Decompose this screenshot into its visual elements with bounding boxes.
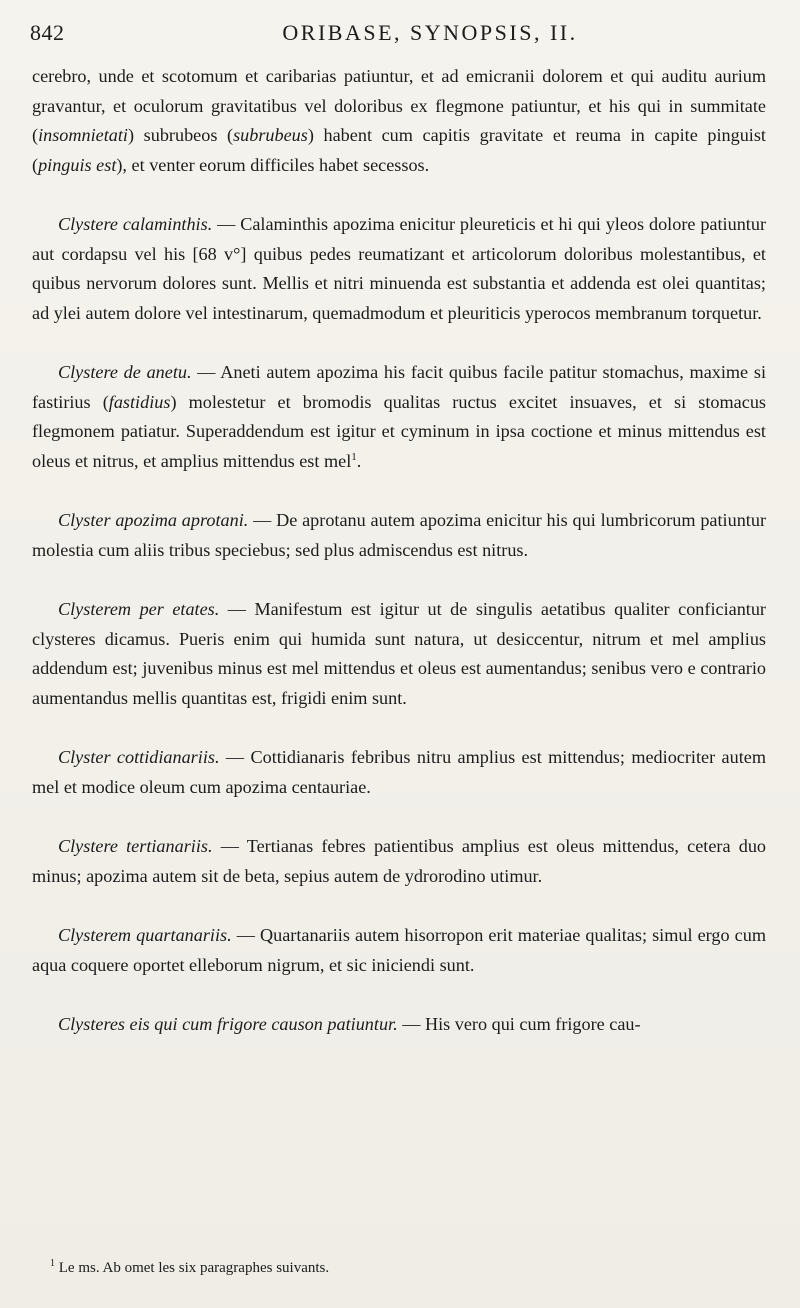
paragraph-text: — Manifestum est igitur ut de singulis aetatibus qualiter conficiantur clysteres dicamus. Pueris enim qui humida sunt natura, ut desiccentur, nitrum et mel amplius addendum est; juvenibus minus est mel mittendus et oleus est aumentandus; senibus vero e contrario aumentandus mellis quantitas est, frigidi enim sunt. — [32, 599, 766, 708]
paragraph-heading: Clystere tertianariis. — [58, 836, 213, 856]
paragraph-text: — Quartanariis autem hisorropon erit materiae qualitas; simul ergo cum aqua coquere oportet elleborum nigrum, et sic iniciendi sunt. — [32, 925, 766, 975]
paragraph-heading: Clysterem quartanariis. — [58, 925, 232, 945]
page-number: 842 — [30, 20, 65, 45]
paragraph-text: . — [356, 450, 362, 471]
paragraph-text: — Calaminthis apozima enicitur pleureticis et hi qui yleos dolore patiuntur aut cordapsu vel his [68 v°] quibus pedes reumatizant et articolorum doloribus molestantibus, et quibus nervorum dolores sunt. Mellis et nitri minuenda est substantia et addenda est olei quantitas; ad ylei autem dolore vel intestinarum, quemadmodum et pleuriticis yperocos membranum torquetur. — [32, 214, 766, 323]
paragraph-text: ) subrubeos ( — [128, 125, 234, 145]
paragraph — [32, 595, 766, 713]
paragraph-text: ) molestetur et bromodis qualitas ructus excitet insuaves, et si stomacus flegmonem patiatur. Superaddendum est igitur et cyminum in ipsa coctione et minus mittendus est oleus et nitrus, et amplius mittendus est mel — [32, 391, 766, 471]
paragraph — [32, 506, 766, 565]
paragraph-text: cerebro, unde et scotomum et caribarias patiuntur, et ad emicranii dolorem et qui auditu aurium gravantur, et oculorum gravitatibus vel doloribus ex flegmone patiuntur, et his qui in summitate ( — [32, 66, 766, 145]
paragraph-text: — His vero qui cum frigore cau- — [397, 1014, 641, 1034]
paragraph-heading: Clysteres eis qui cum frigore causon patiuntur. — [58, 1014, 398, 1034]
paragraph-heading: Clystere calaminthis. — [58, 214, 213, 234]
paragraph-text: ) habent cum capitis gravitate et reuma in capite pinguist ( — [32, 125, 766, 175]
paragraph — [32, 358, 766, 476]
paragraph-continuation — [32, 62, 766, 180]
running-title: ORIBASE, SYNOPSIS, II. — [282, 20, 578, 45]
paragraph-text: ), et venter eorum difficiles habet secessos. — [116, 154, 430, 175]
paragraph — [32, 210, 766, 328]
paragraph — [32, 921, 766, 980]
paragraph-text: — Cottidianaris febribus nitru amplius est mittendus; mediocriter autem mel et modice oleum cum apozima centauriae. — [32, 747, 766, 797]
paragraph-text: — Tertianas febres patientibus amplius est oleus mittendus, cetera duo minus; apozima autem sit de beta, sepius autem de ydrorodino utimur. — [32, 836, 767, 886]
footnote-reference: 1 — [351, 450, 357, 463]
italic-gloss: subrubeus — [233, 125, 308, 145]
paragraph-text: — Aneti autem apozima his facit quibus facile patitur stomachus, maxime si fastirius ( — [32, 362, 766, 412]
paragraph — [32, 743, 766, 802]
paragraph-heading: Clyster apozima aprotani. — [58, 510, 249, 530]
paragraph — [32, 1010, 766, 1040]
paragraph-text: — De aprotanu autem apozima enicitur his qui lumbricorum patiuntur molestia cum aliis tribus speciebus; sed plus admiscendus est nitrus. — [32, 510, 766, 560]
paragraph-heading: Clystere de anetu. — [58, 362, 192, 382]
page-header — [30, 20, 770, 50]
italic-gloss: insomnietati — [38, 125, 128, 145]
italic-gloss: pinguis est — [38, 154, 117, 175]
footnote-mark: 1 — [50, 1258, 55, 1269]
paragraph-heading: Clyster cottidianariis. — [58, 747, 220, 767]
text-body — [32, 62, 766, 1040]
footnote — [50, 1258, 750, 1278]
paragraph-heading: Clysterem per etates. — [58, 599, 220, 619]
paragraph — [32, 832, 766, 891]
italic-gloss: fastidius — [108, 391, 171, 412]
footnote-text: Le ms. Ab omet les six paragraphes suivants. — [58, 1260, 330, 1276]
